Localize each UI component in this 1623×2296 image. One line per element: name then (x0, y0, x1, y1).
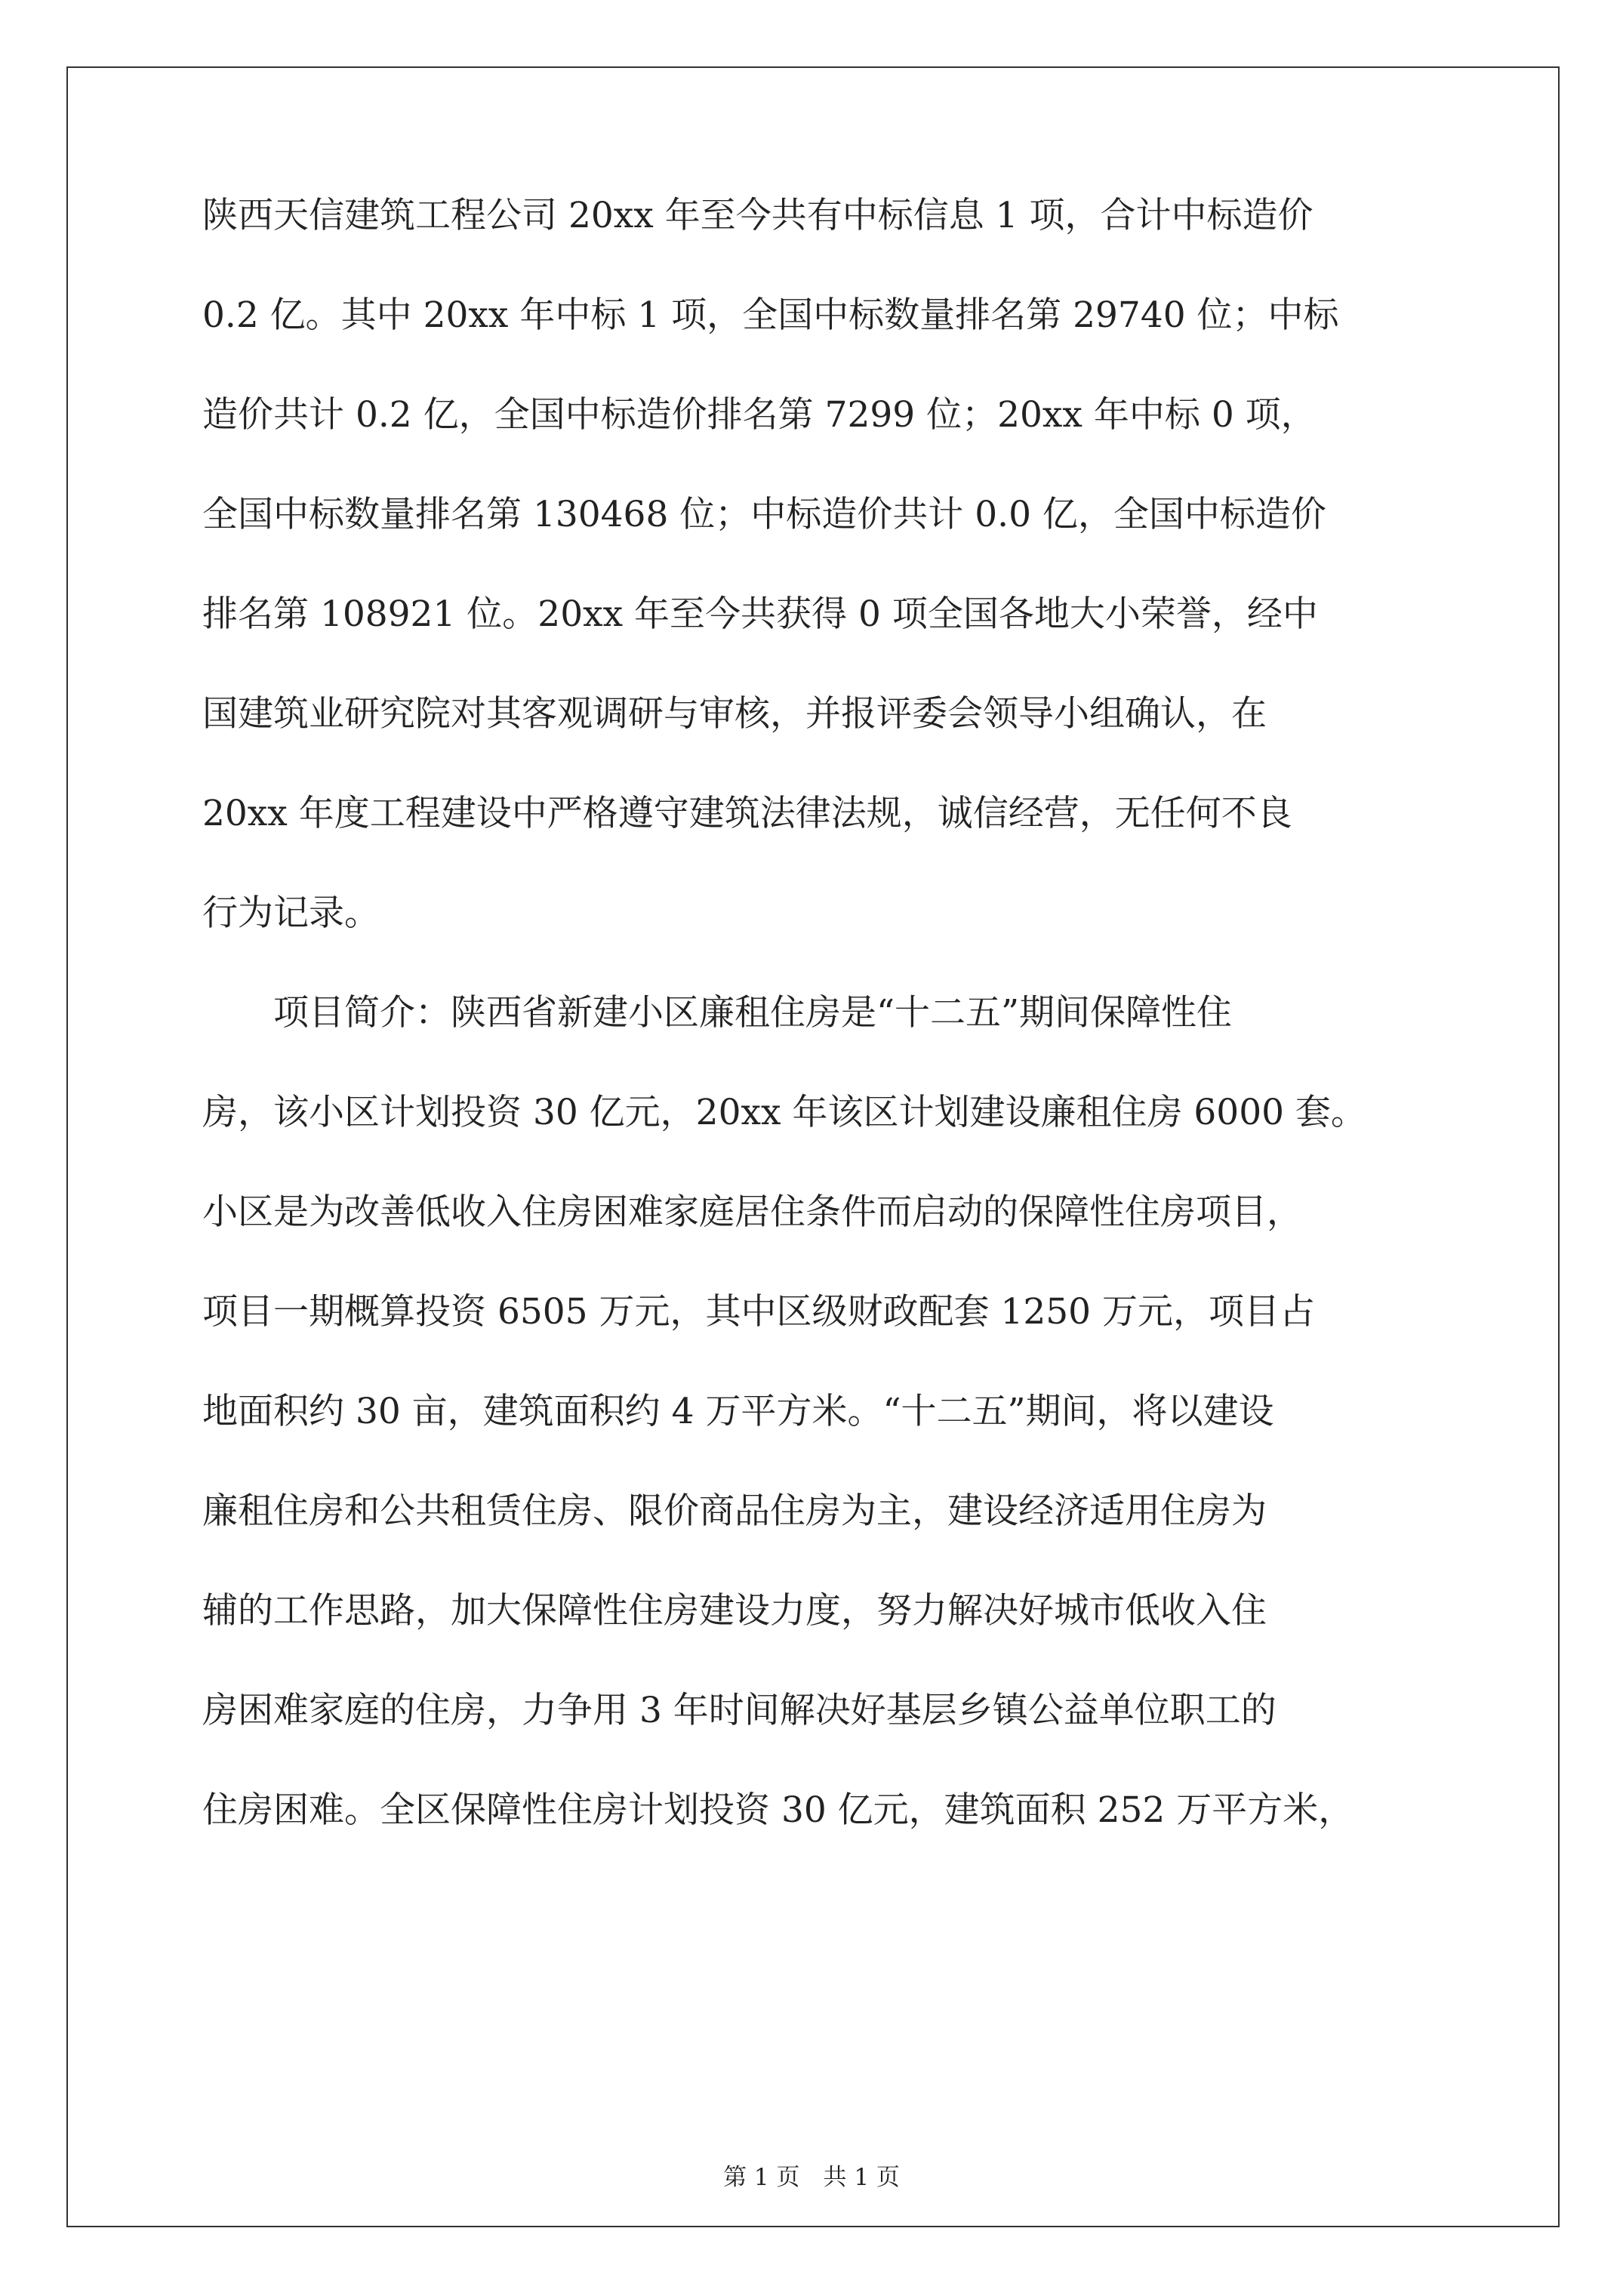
text-line: 辅的工作思路，加大保障性住房建设力度，努力解决好城市低收入住 (202, 1590, 1267, 1632)
text-line: 造价共计 0.2 亿，全国中标造价排名第 7299 位；20xx 年中标 0 项， (202, 394, 1317, 436)
document-body (202, 195, 1425, 1892)
text-line: 项目简介：陕西省新建小区廉租住房是“十二五”期间保障性住 (273, 992, 1233, 1034)
text-line: 廉租住房和公共租赁住房、限价商品住房为主，建设经济适用住房为 (202, 1490, 1267, 1532)
text-line: 小区是为改善低收入住房困难家庭居住条件而启动的保障性住房项目， (202, 1191, 1302, 1233)
text-line: 国建筑业研究院对其客观调研与审核，并报评委会领导小组确认，在 (202, 693, 1267, 735)
text-line: 全国中标数量排名第 130468 位；中标造价共计 0.0 亿，全国中标造价 (202, 494, 1326, 535)
text-line: 0.2 亿。其中 20xx 年中标 1 项，全国中标数量排名第 29740 位；中标 (202, 294, 1339, 336)
text-line: 住房困难。全区保障性住房计划投资 30 亿元，建筑面积 252 万平方米， (202, 1789, 1354, 1831)
text-line: 排名第 108921 位。20xx 年至今共获得 0 项全国各地大小荣誉，经中 (202, 593, 1318, 635)
text-line: 房，该小区计划投资 30 亿元，20xx 年该区计划建设廉租住房 6000 套。 (202, 1092, 1366, 1133)
text-line: 地面积约 30 亩，建筑面积约 4 万平方米。“十二五”期间，将以建设 (202, 1391, 1274, 1432)
page-number: 第 1 页 共 1 页 (723, 2164, 900, 2191)
text-line: 行为记录。 (202, 892, 380, 934)
text-line: 房困难家庭的住房，力争用 3 年时间解决好基层乡镇公益单位职工的 (202, 1690, 1277, 1731)
text-line: 陕西天信建筑工程公司 20xx 年至今共有中标信息 1 项，合计中标造价 (202, 195, 1313, 236)
text-line: 20xx 年度工程建设中严格遵守建筑法律法规，诚信经营，无任何不良 (202, 793, 1292, 834)
text-line: 项目一期概算投资 6505 万元，其中区级财政配套 1250 万元，项目占 (202, 1291, 1315, 1333)
